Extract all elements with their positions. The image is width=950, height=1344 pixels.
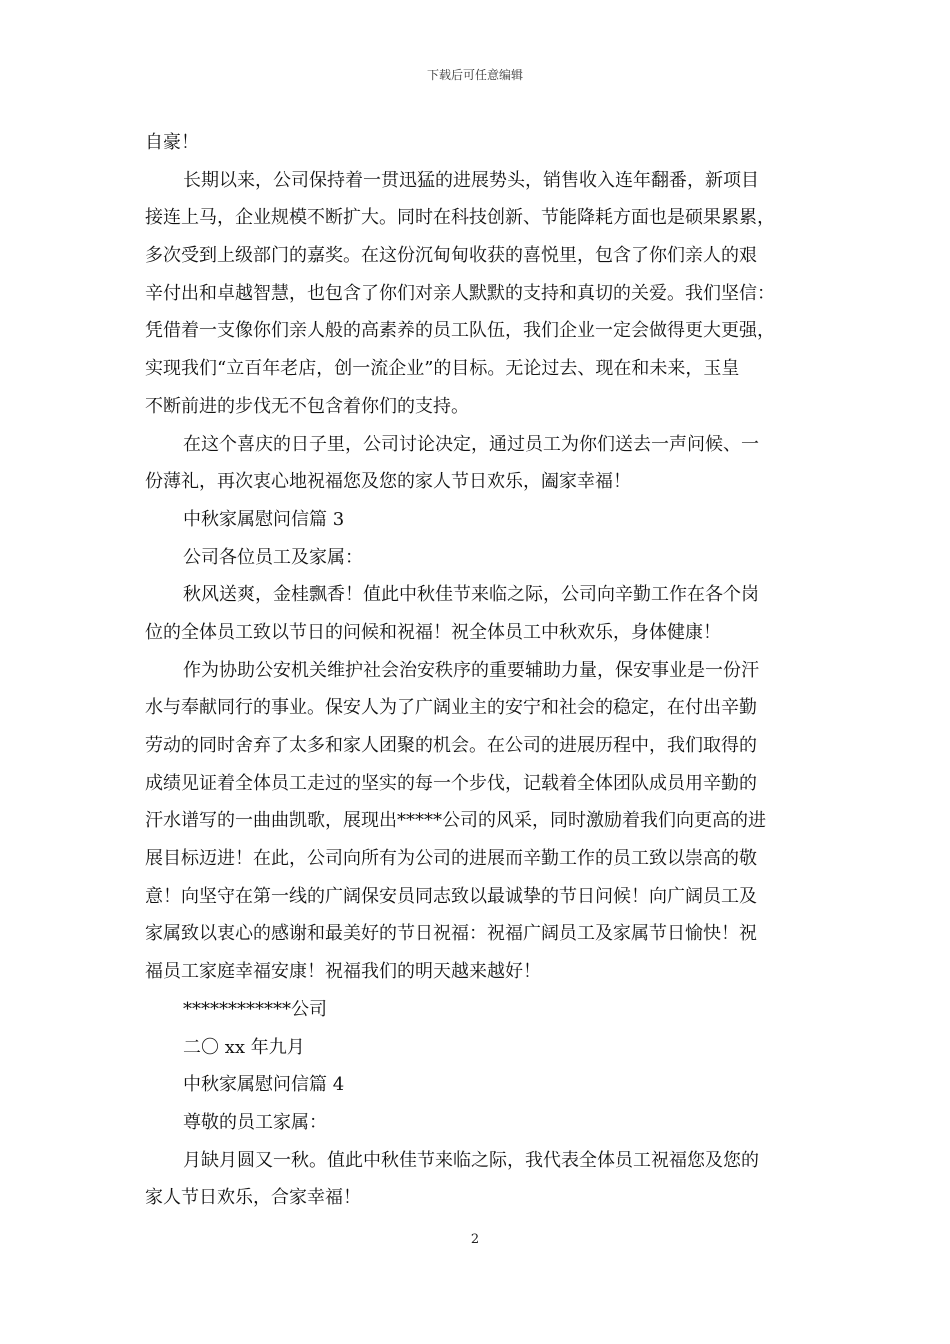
- text-line: ************公司: [183, 998, 327, 1020]
- text-line: 多次受到上级部门的嘉奖。在这份沉甸甸收获的喜悦里，包含了你们亲人的艰: [145, 245, 757, 267]
- text-line: 实现我们“立百年老店，创一流企业”的目标。无论过去、现在和未来，玉皇: [145, 358, 740, 380]
- text-line: 成绩见证着全体员工走过的坚实的每一个步伐，记载着全体团队成员用辛勤的: [145, 772, 757, 794]
- text-line: 家人节日欢乐，合家幸福！: [145, 1187, 361, 1209]
- page-header: 下载后可任意编辑: [426, 68, 523, 82]
- text-line: 自豪！: [145, 132, 199, 153]
- text-line: 中秋家属慰问信篇 4: [183, 1074, 345, 1096]
- text-line: 中秋家属慰问信篇 3: [183, 508, 345, 530]
- text-line: 水与奉献同行的事业。保安人为了广阔业主的安宁和社会的稳定，在付出辛勤: [145, 697, 757, 719]
- text-line: 公司各位员工及家属：: [183, 546, 363, 568]
- text-line: 家属致以衷心的感谢和最美好的节日祝福：祝福广阔员工及家属节日愉快！祝: [145, 923, 757, 945]
- text-line: 长期以来，公司保持着一贯迅猛的进展势头，销售收入连年翻番，新项目: [183, 169, 759, 191]
- page-number: 2: [470, 1232, 480, 1247]
- text-line: 汗水谱写的一曲曲凯歌，展现出*****公司的风采，同时激励着我们向更高的进: [145, 810, 766, 832]
- text-line: 展目标迈进！在此，公司向所有为公司的进展而辛勤工作的员工致以崇高的敬: [145, 848, 757, 870]
- text-line: 凭借着一支像你们亲人般的高素养的员工队伍，我们企业一定会做得更大更强，: [145, 320, 775, 342]
- text-line: 尊敬的员工家属：: [183, 1111, 327, 1133]
- text-line: 月缺月圆又一秋。值此中秋佳节来临之际，我代表全体员工祝福您及您的: [183, 1149, 759, 1171]
- text-line: 在这个喜庆的日子里，公司讨论决定，通过员工为你们送去一声问候、一: [183, 433, 759, 455]
- text-line: 份薄礼，再次衷心地祝福您及您的家人节日欢乐，阖家幸福！: [145, 471, 631, 493]
- text-line: 不断前进的步伐无不包含着你们的支持。: [145, 395, 469, 417]
- text-line: 辛付出和卓越智慧，也包含了你们对亲人默默的支持和真切的关爱。我们坚信：: [145, 282, 775, 304]
- document-body: [145, 124, 809, 1217]
- text-line: 二〇 xx 年九月: [183, 1036, 305, 1058]
- text-line: 劳动的同时舍弃了太多和家人团聚的机会。在公司的进展历程中，我们取得的: [145, 735, 757, 756]
- text-line: 位的全体员工致以节日的问候和祝福！祝全体员工中秋欢乐，身体健康！: [145, 621, 721, 643]
- text-line: 作为协助公安机关维护社会治安秩序的重要辅助力量，保安事业是一份汗: [183, 659, 759, 681]
- text-line: 秋风送爽，金桂飘香！值此中秋佳节来临之际，公司向辛勤工作在各个岗: [183, 584, 759, 606]
- text-line: 福员工家庭幸福安康！祝福我们的明天越来越好！: [145, 961, 541, 983]
- text-line: 意！向坚守在第一线的广阔保安员同志致以最诚挚的节日问候！向广阔员工及: [145, 885, 757, 907]
- text-line: 接连上马，企业规模不断扩大。同时在科技创新、节能降耗方面也是硕果累累，: [145, 207, 775, 229]
